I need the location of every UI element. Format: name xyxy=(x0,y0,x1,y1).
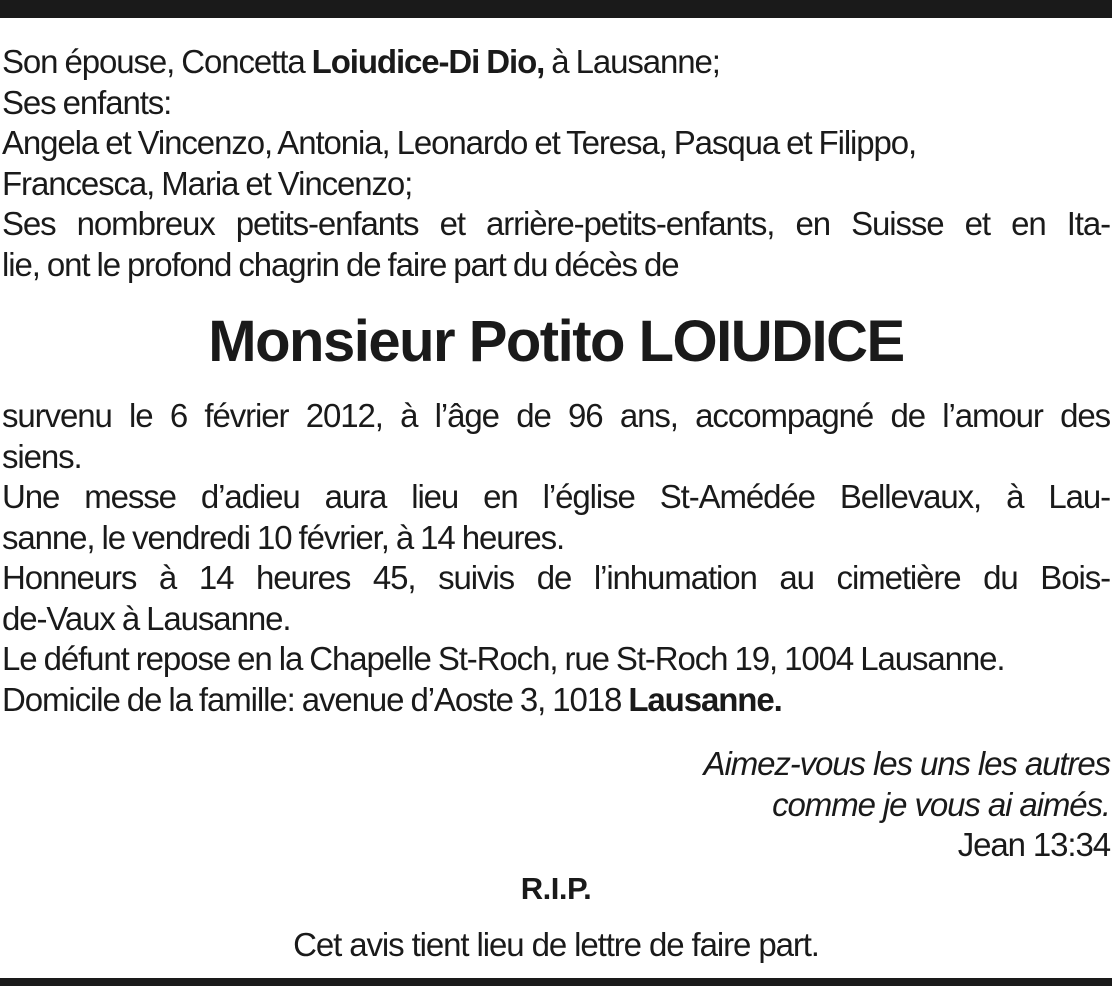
children-line-1: Angela et Vincenzo, Antonia, Leonardo et Teresa, Pasqua et Filippo, xyxy=(2,124,917,161)
closing-note: Cet avis tient lieu de lettre de faire part. xyxy=(293,926,819,963)
honours-line-2: de-Vaux à Lausanne. xyxy=(2,599,291,637)
verse-line-1: Aimez-vous les uns les autres xyxy=(703,745,1110,782)
deceased-name: Monsieur Potito LOIUDICE xyxy=(208,309,904,374)
honours-line-1: Honneurs à 14 heures 45, suivis de l’inhumation au cimetière du Bois- xyxy=(2,559,1110,596)
grandchildren-line-2: lie, ont le profond chagrin de faire part du décès de xyxy=(2,245,679,283)
domicile-line xyxy=(2,680,1110,721)
domicile-city: Lausanne. xyxy=(628,680,782,718)
bible-verse xyxy=(410,744,1110,866)
death-line-2: siens. xyxy=(2,437,82,475)
spouse-name: Loiudice-Di Dio, xyxy=(311,43,545,80)
children-heading: Ses enfants: xyxy=(2,83,172,121)
spouse-prefix: Son épouse, Concetta xyxy=(2,43,312,80)
funeral-details xyxy=(2,396,1110,720)
mass-line-1: Une messe d’adieu aura lieu en l’église St-Amédée Bellevaux, à Lau- xyxy=(2,478,1110,515)
spouse-suffix: à Lausanne; xyxy=(544,43,720,80)
death-line-1: survenu le 6 février 2012, à l’âge de 96 ans, accompagné de l’amour des xyxy=(2,397,1110,434)
rip-text: R.I.P. xyxy=(520,871,592,906)
spouse-line xyxy=(2,42,1110,83)
verse-line-2: comme je vous ai aimés. xyxy=(772,785,1110,823)
grandchildren-line-1: Ses nombreux petits-enfants et arrière-petits-enfants, en Suisse et en Ita- xyxy=(2,205,1110,242)
mass-line-2: sanne, le vendredi 10 février, à 14 heures. xyxy=(2,518,565,556)
verse-reference: Jean 13:34 xyxy=(957,826,1110,863)
repose-line: Le défunt repose en la Chapelle St-Roch, rue St-Roch 19, 1004 Lausanne. xyxy=(2,640,1005,677)
domicile-prefix: Domicile de la famille: avenue d’Aoste 3, 1018 xyxy=(2,680,629,718)
children-line-2: Francesca, Maria et Vincenzo; xyxy=(2,164,413,202)
bottom-rule xyxy=(0,978,1112,986)
family-announcement xyxy=(2,42,1110,285)
top-rule xyxy=(0,0,1112,18)
